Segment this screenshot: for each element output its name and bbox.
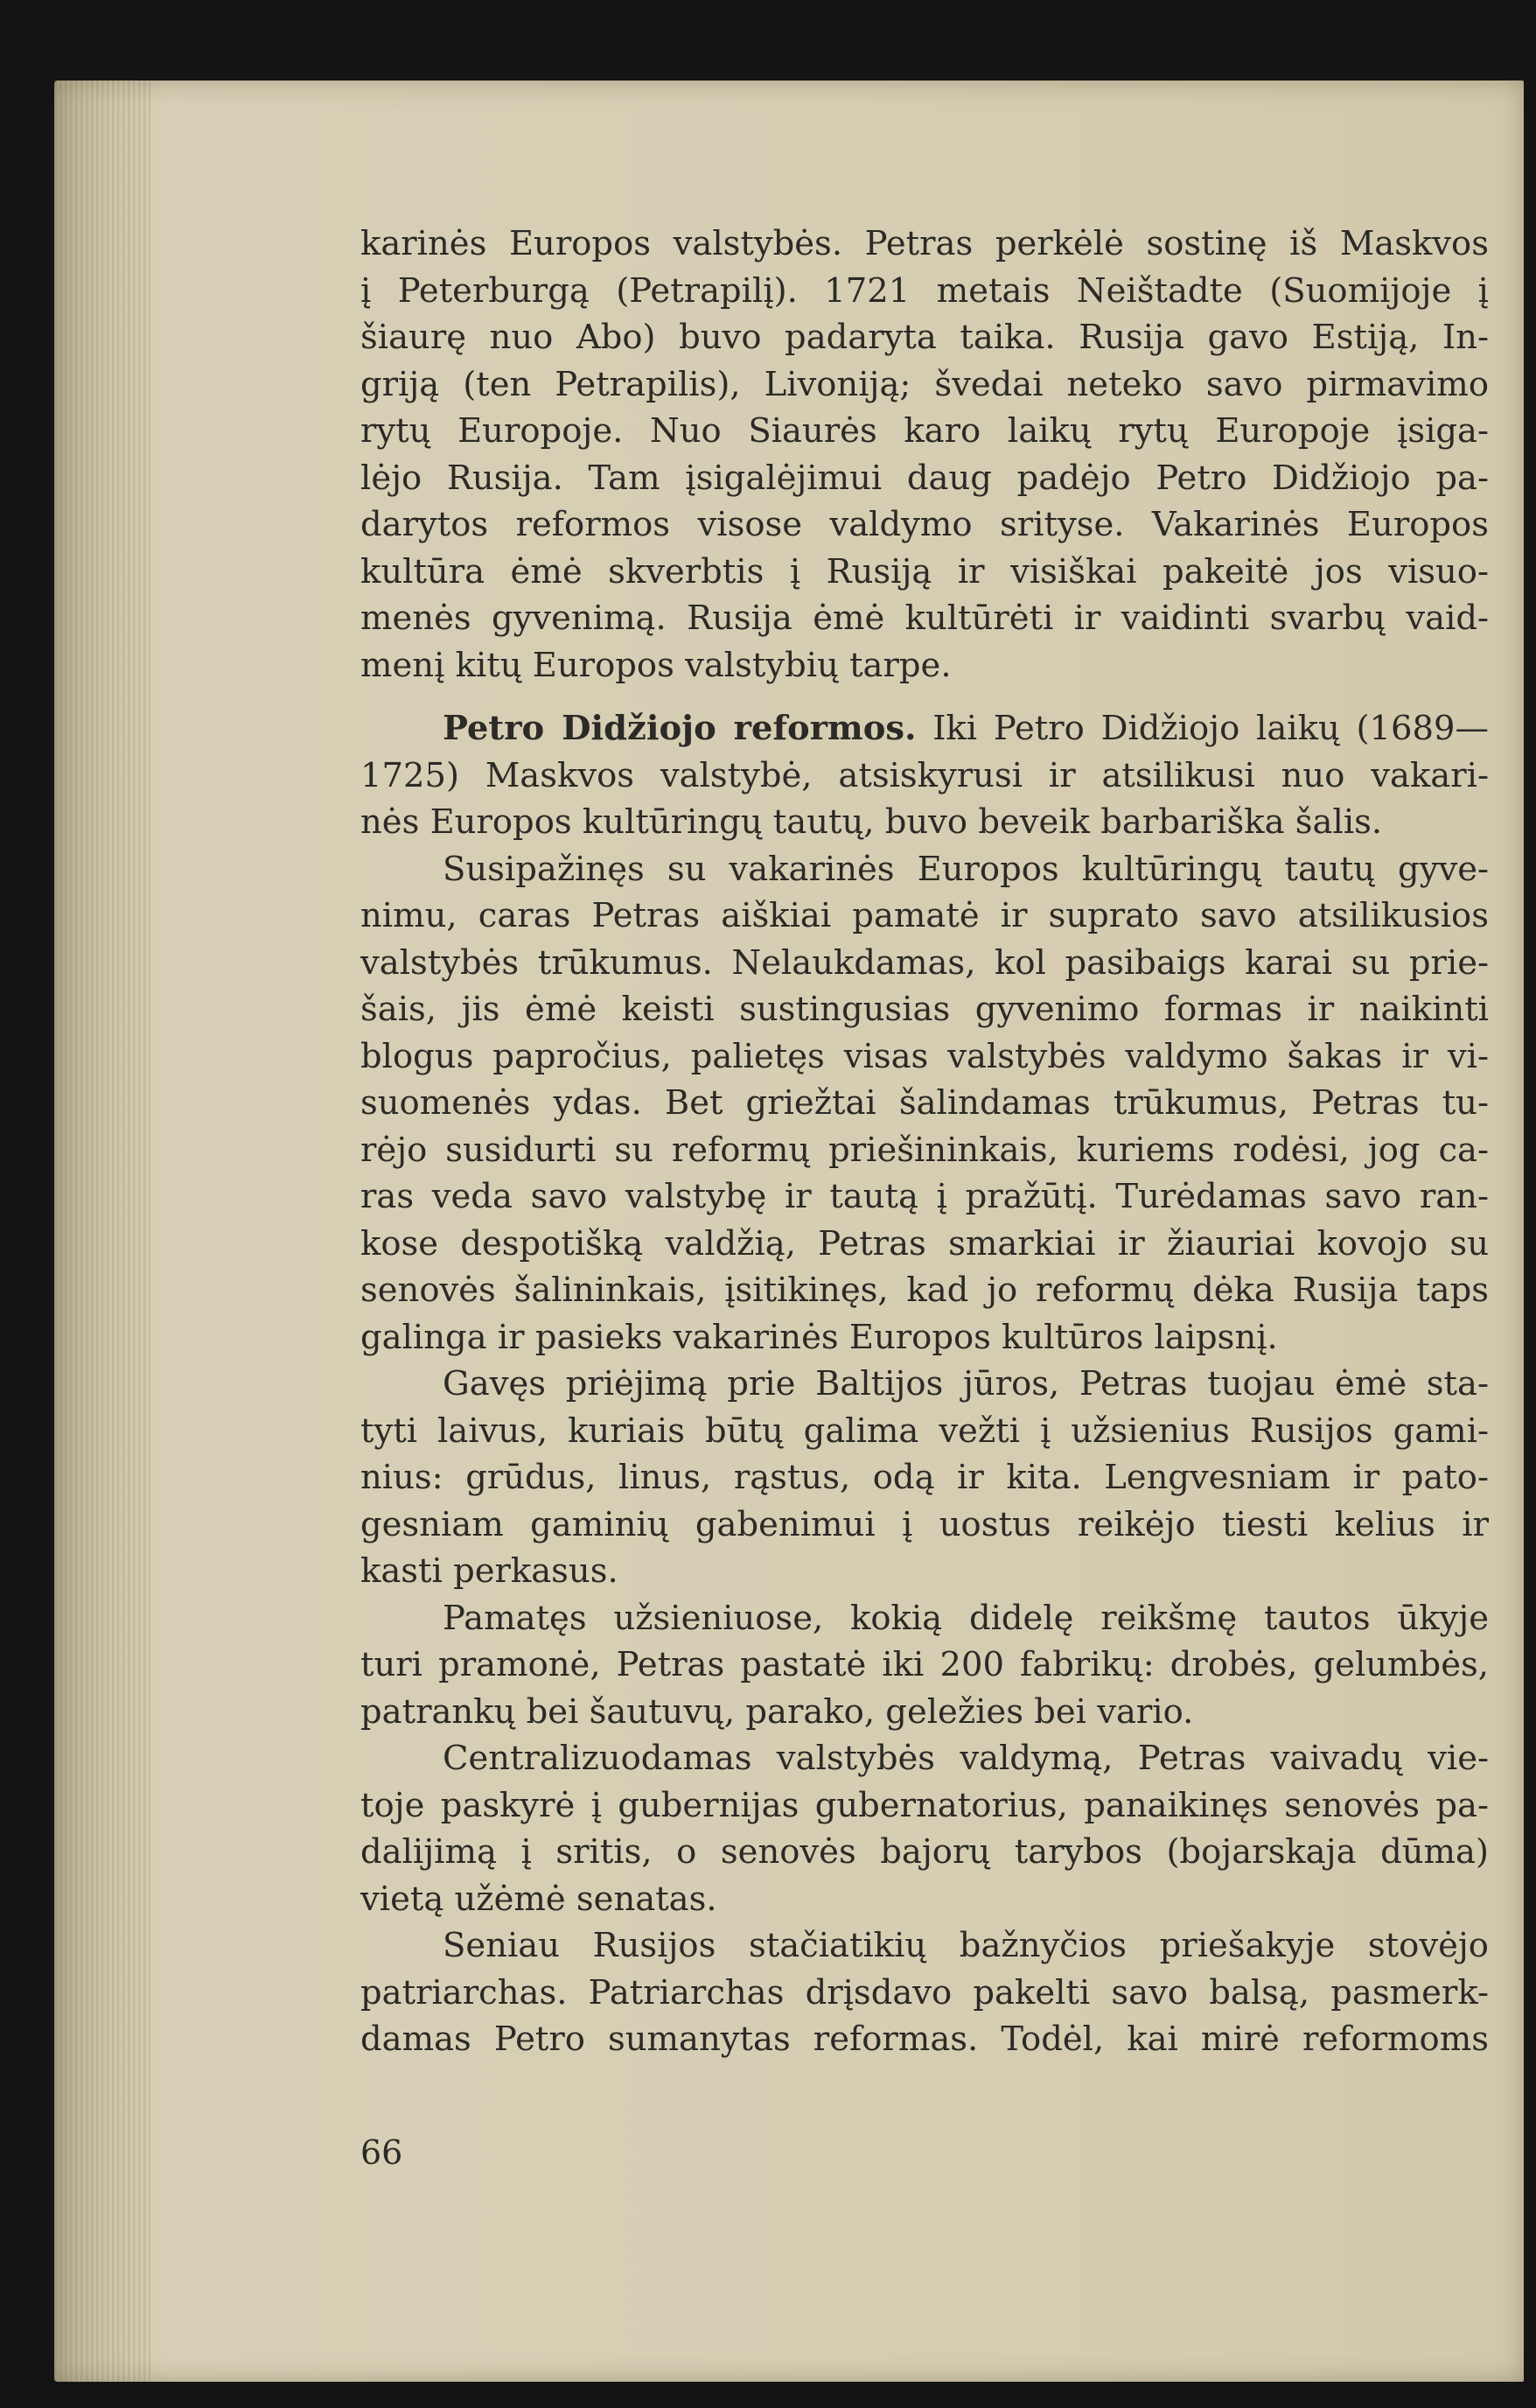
text-line: karinės Europos valstybės. Petras perkėlė sostinę iš Maskvos: [360, 224, 1489, 263]
text-line: toje paskyrė į gubernijas gubernatorius, panaikinęs senovės pa-: [360, 1785, 1489, 1825]
text-line: nės Europos kultūringų tautų, buvo beveik barbariška šalis.: [360, 802, 1383, 842]
text-line: Seniau Rusijos stačiatikių bažnyčios priešakyje stovėjo: [443, 1926, 1489, 1965]
text-line: damas Petro sumanytas reformas. Todėl, kai mirė reformoms: [360, 2020, 1489, 2059]
text-line: nimu, caras Petras aiškiai pamatė ir suprato savo atsilikusios: [360, 896, 1489, 935]
text-line: valstybės trūkumus. Nelaukdamas, kol pasibaigs karai su prie-: [360, 942, 1489, 983]
text-line: turi pramonė, Petras pastatė iki 200 fabrikų: drobės, gelumbės,: [360, 1645, 1489, 1684]
body-text: [360, 220, 1489, 2063]
text-line: gesniam gaminių gabenimui į uostus reikėjo tiesti kelius ir: [360, 1504, 1489, 1544]
text-line: blogus papročius, palietęs visas valstybės valdymo šakas ir vi-: [360, 1036, 1489, 1076]
text-line: suomenės ydas. Bet griežtai šalindamas trūkumus, Petras tu-: [360, 1083, 1489, 1123]
text-line: lėjo Rusija. Tam įsigalėjimui daug padėjo Petro Didžiojo pa-: [360, 458, 1489, 498]
text-line: menės gyvenimą. Rusija ėmė kultūrėti ir vaidinti svarbų vaid-: [360, 598, 1489, 638]
text-line: Susipažinęs su vakarinės Europos kultūringų tautų gyve-: [443, 849, 1489, 889]
text-line: rytų Europoje. Nuo Siaurės karo laikų rytų Europoje įsiga-: [360, 411, 1489, 451]
text-line: rėjo susidurti su reformų priešininkais, kuriems rodėsi, jog ca-: [360, 1130, 1489, 1170]
text-line: patrankų bei šautuvų, parako, geležies bei vario.: [360, 1691, 1194, 1732]
text-line: ras veda savo valstybę ir tautą į pražūtį. Turėdamas savo ran-: [360, 1177, 1489, 1216]
text-line: Gavęs priėjimą prie Baltijos jūros, Petras tuojau ėmė sta-: [443, 1364, 1489, 1404]
text-line: 1725) Maskvos valstybė, atsiskyrusi ir atsilikusi nuo vakari-: [360, 755, 1489, 795]
page-number: 66: [360, 2133, 403, 2172]
text-line: Pamatęs užsieniuose, kokią didelę reikšmę tautos ūkyje: [443, 1598, 1489, 1638]
page-binding-edge: [54, 80, 150, 2382]
text-line: galinga ir pasieks vakarinės Europos kultūros laipsnį.: [360, 1317, 1278, 1357]
text-line: kose despotišką valdžią, Petras smarkiai ir žiauriai kovojo su: [360, 1223, 1489, 1264]
text-line: senovės šalininkais, įsitikinęs, kad jo reformų dėka Rusija taps: [360, 1270, 1489, 1310]
text-line: Centralizuodamas valstybės valdymą, Petras vaivadų vie-: [443, 1739, 1489, 1778]
text-line: Iki Petro Didžiojo laikų (1689—: [916, 709, 1489, 748]
text-line: kasti perkasus.: [360, 1551, 618, 1591]
text-line: dalijimą į sritis, o senovės bajorų tarybos (bojarskaja dūma): [360, 1832, 1489, 1872]
text-line: vietą užėmė senatas.: [360, 1879, 717, 1919]
text-line: šais, jis ėmė keisti sustingusias gyvenimo formas ir naikinti: [360, 990, 1489, 1029]
text-line: į Peterburgą (Petrapilį). 1721 metais Neištadte (Suomijoje į: [360, 270, 1489, 311]
text-line: nius: grūdus, linus, rąstus, odą ir kita. Lengvesniam ir pato-: [360, 1458, 1489, 1497]
section-heading: Petro Didžiojo reformos.: [443, 709, 917, 748]
text-line: kultūra ėmė skverbtis į Rusiją ir visiškai pakeitė jos visuo-: [360, 551, 1489, 592]
text-line: griją (ten Petrapilis), Livoniją; švedai neteko savo pirmavimo: [360, 364, 1489, 404]
text-line: menį kitų Europos valstybių tarpe.: [360, 645, 952, 685]
text-line: patriarchas. Patriarchas drįsdavo pakelti savo balsą, pasmerk-: [360, 1972, 1489, 2012]
text-line: tyti laivus, kuriais būtų galima vežti į užsienius Rusijos gami-: [360, 1410, 1489, 1451]
text-line: darytos reformos visose valdymo srityse. Vakarinės Europos: [360, 505, 1489, 544]
section-first-line: [360, 705, 1489, 752]
text-line: šiaurę nuo Abo) buvo padaryta taika. Rusija gavo Estiją, In-: [360, 318, 1489, 357]
